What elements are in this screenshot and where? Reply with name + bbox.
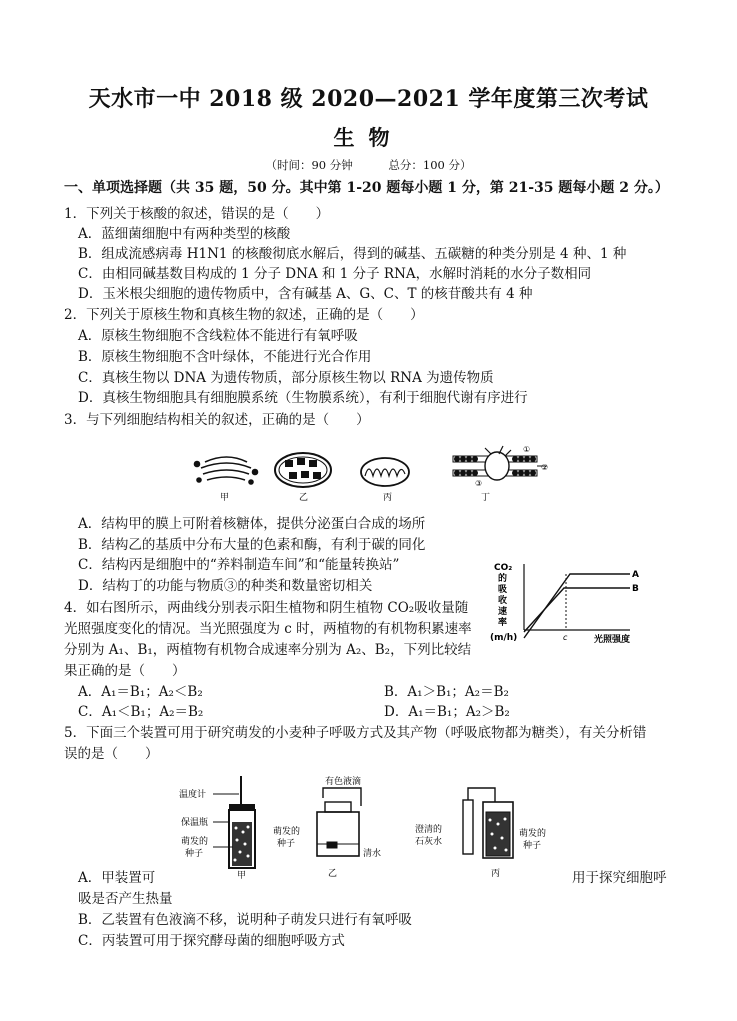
label-bing-apparatus: 丙 — [491, 869, 501, 879]
ylabel-char-5: 率 — [498, 618, 508, 628]
q1-option-b: B．组成流感病毒 H1N1 的核酸彻底水解后，得到的碱基、五碳糖的种类分别是 4 种、1 种 — [78, 246, 627, 262]
q4-option-b: B．A₁＞B₁；A₂＝B₂ — [384, 684, 509, 700]
q4-co2-chart — [490, 560, 675, 650]
label-flask: 保温瓶 — [181, 818, 209, 828]
subject-title: 生物 — [333, 125, 404, 150]
series-a-label: A — [632, 570, 639, 580]
q4-stem-line2: 光照强度变化的情况。当光照强度为 c 时，两植物的有机物积累速率 — [64, 621, 472, 637]
golgi-figure — [195, 457, 258, 484]
q3-organelle-figure — [185, 438, 555, 506]
q4-option-a: A．A₁＝B₁；A₂＜B₂ — [78, 684, 203, 700]
curve-b — [524, 588, 630, 632]
membrane-figure — [453, 446, 547, 480]
exam-time: （时间：90 分钟 — [265, 158, 353, 172]
q3-option-d: D．结构丁的功能与物质③的种类和数量密切相关 — [78, 578, 373, 594]
q1-stem: 1．下列关于核酸的叙述，错误的是（ ） — [64, 206, 330, 222]
q1-option-a: A．蓝细菌细胞中有两种类型的核酸 — [78, 226, 291, 242]
exam-meta — [0, 157, 737, 173]
label-yi: 乙 — [299, 493, 309, 503]
label-limewater-b: 石灰水 — [415, 837, 443, 847]
label-seeds-yi-b: 种子 — [277, 839, 296, 849]
q1-option-c: C．由相同碱基数目构成的 1 分子 DNA 和 1 分子 RNA，水解时消耗的水分子数相同 — [78, 266, 592, 282]
q3-option-a: A．结构甲的膜上可附着核糖体，提供分泌蛋白合成的场所 — [78, 516, 426, 532]
q5-option-a-part2: 用于探究细胞呼 — [572, 870, 667, 886]
series-b-label: B — [632, 584, 639, 594]
label-yi-apparatus: 乙 — [328, 869, 338, 879]
label-seeds-yi: 萌发的 — [273, 827, 301, 837]
ylabel-unit: (m/h) — [490, 633, 518, 643]
ylabel-char-4: 速 — [498, 607, 508, 617]
q5-option-a-part1: A．甲装置可 — [78, 870, 156, 886]
label-seeds-bing-b: 种子 — [523, 841, 542, 851]
x-axis-label: 光照强度 — [594, 635, 631, 645]
q4-stem-line3: 分别为 A₁、B₁，两植物有机物合成速率分别为 A₂、B₂，下列比较结 — [64, 642, 472, 658]
q3-option-b: B．结构乙的基质中分布大量的色素和酶，有利于碳的同化 — [78, 537, 426, 553]
label-jia-apparatus: 甲 — [237, 871, 247, 881]
q5-option-c: C．丙装置可用于探究酵母菌的细胞呼吸方式 — [78, 933, 345, 949]
q2-stem: 2．下列关于原核生物和真核生物的叙述，正确的是（ ） — [64, 307, 424, 323]
mark-3: ③ — [475, 479, 483, 488]
label-water: 清水 — [363, 849, 382, 859]
ylabel-char-2: 吸 — [498, 585, 508, 595]
apparatus-jia — [213, 776, 255, 868]
q3-stem: 3．与下列细胞结构相关的叙述，正确的是（ ） — [64, 412, 370, 428]
ylabel-char-3: 收 — [498, 596, 508, 606]
chloroplast-figure — [275, 453, 331, 487]
mark-2: ② — [541, 463, 549, 472]
exam-score: 总分：100 分） — [388, 158, 472, 172]
label-seeds-jia: 萌发的 — [181, 837, 209, 847]
label-ding: 丁 — [481, 493, 491, 503]
apparatus-yi — [317, 788, 361, 856]
q5-stem-line2: 误的是（ ） — [64, 746, 159, 762]
exam-title: 天水市一中 2018 级 2020—2021 学年度第三次考试 — [88, 86, 649, 112]
q4-stem-line4: 果正确的是（ ） — [64, 663, 186, 679]
label-seeds-bing: 萌发的 — [519, 829, 547, 839]
ylabel-co2: CO₂ — [494, 563, 513, 573]
label-thermometer: 温度计 — [179, 790, 207, 800]
label-jia: 甲 — [220, 493, 230, 503]
q4-option-c: C．A₁＜B₁；A₂＝B₂ — [78, 704, 204, 720]
ylabel-char-1: 的 — [498, 574, 508, 584]
q5-option-b: B．乙装置有色液滴不移，说明种子萌发只进行有氧呼吸 — [78, 912, 412, 928]
q2-option-c: C．真核生物以 DNA 为遗传物质，部分原核生物以 RNA 为遗传物质 — [78, 370, 494, 386]
apparatus-bing — [463, 788, 513, 858]
q4-stem-line1: 4．如右图所示，两曲线分别表示阳生植物和阴生植物 CO₂吸收量随 — [64, 600, 469, 616]
label-seeds-jia-b: 种子 — [185, 849, 204, 859]
q4-option-d: D．A₁＝B₁；A₂＞B₂ — [384, 704, 510, 720]
label-limewater: 澄清的 — [415, 825, 443, 835]
mitochondrion-figure — [361, 458, 409, 486]
q3-option-c: C．结构丙是细胞中的“养料制造车间”和“能量转换站” — [78, 557, 400, 573]
q2-option-d: D．真核生物细胞具有细胞膜系统（生物膜系统），有利于细胞代谢有序进行 — [78, 390, 528, 406]
q5-stem-line1: 5．下面三个装置可用于研究萌发的小麦种子呼吸方式及其产物（呼吸底物都为糖类），有关分析错 — [64, 725, 647, 741]
label-bing: 丙 — [383, 493, 393, 503]
q5-option-a-part3: 吸是否产生热量 — [78, 891, 173, 907]
curve-a — [524, 574, 630, 638]
q2-option-a: A．原核生物细胞不含线粒体不能进行有氧呼吸 — [78, 328, 358, 344]
q1-option-d: D．玉米根尖细胞的遗传物质中，含有碱基 A、G、C、T 的核苷酸共有 4 种 — [78, 286, 533, 302]
section-heading: 一、单项选择题（共 35 题，50 分。其中第 1-20 题每小题 1 分，第 21-35 题每小题 2 分。） — [64, 180, 669, 196]
q5-apparatus-figure — [175, 772, 575, 882]
label-droplet: 有色液滴 — [325, 777, 362, 787]
mark-1: ① — [523, 445, 531, 454]
q2-option-b: B．原核生物细胞不含叶绿体，不能进行光合作用 — [78, 349, 372, 365]
c-label: c — [563, 633, 568, 642]
